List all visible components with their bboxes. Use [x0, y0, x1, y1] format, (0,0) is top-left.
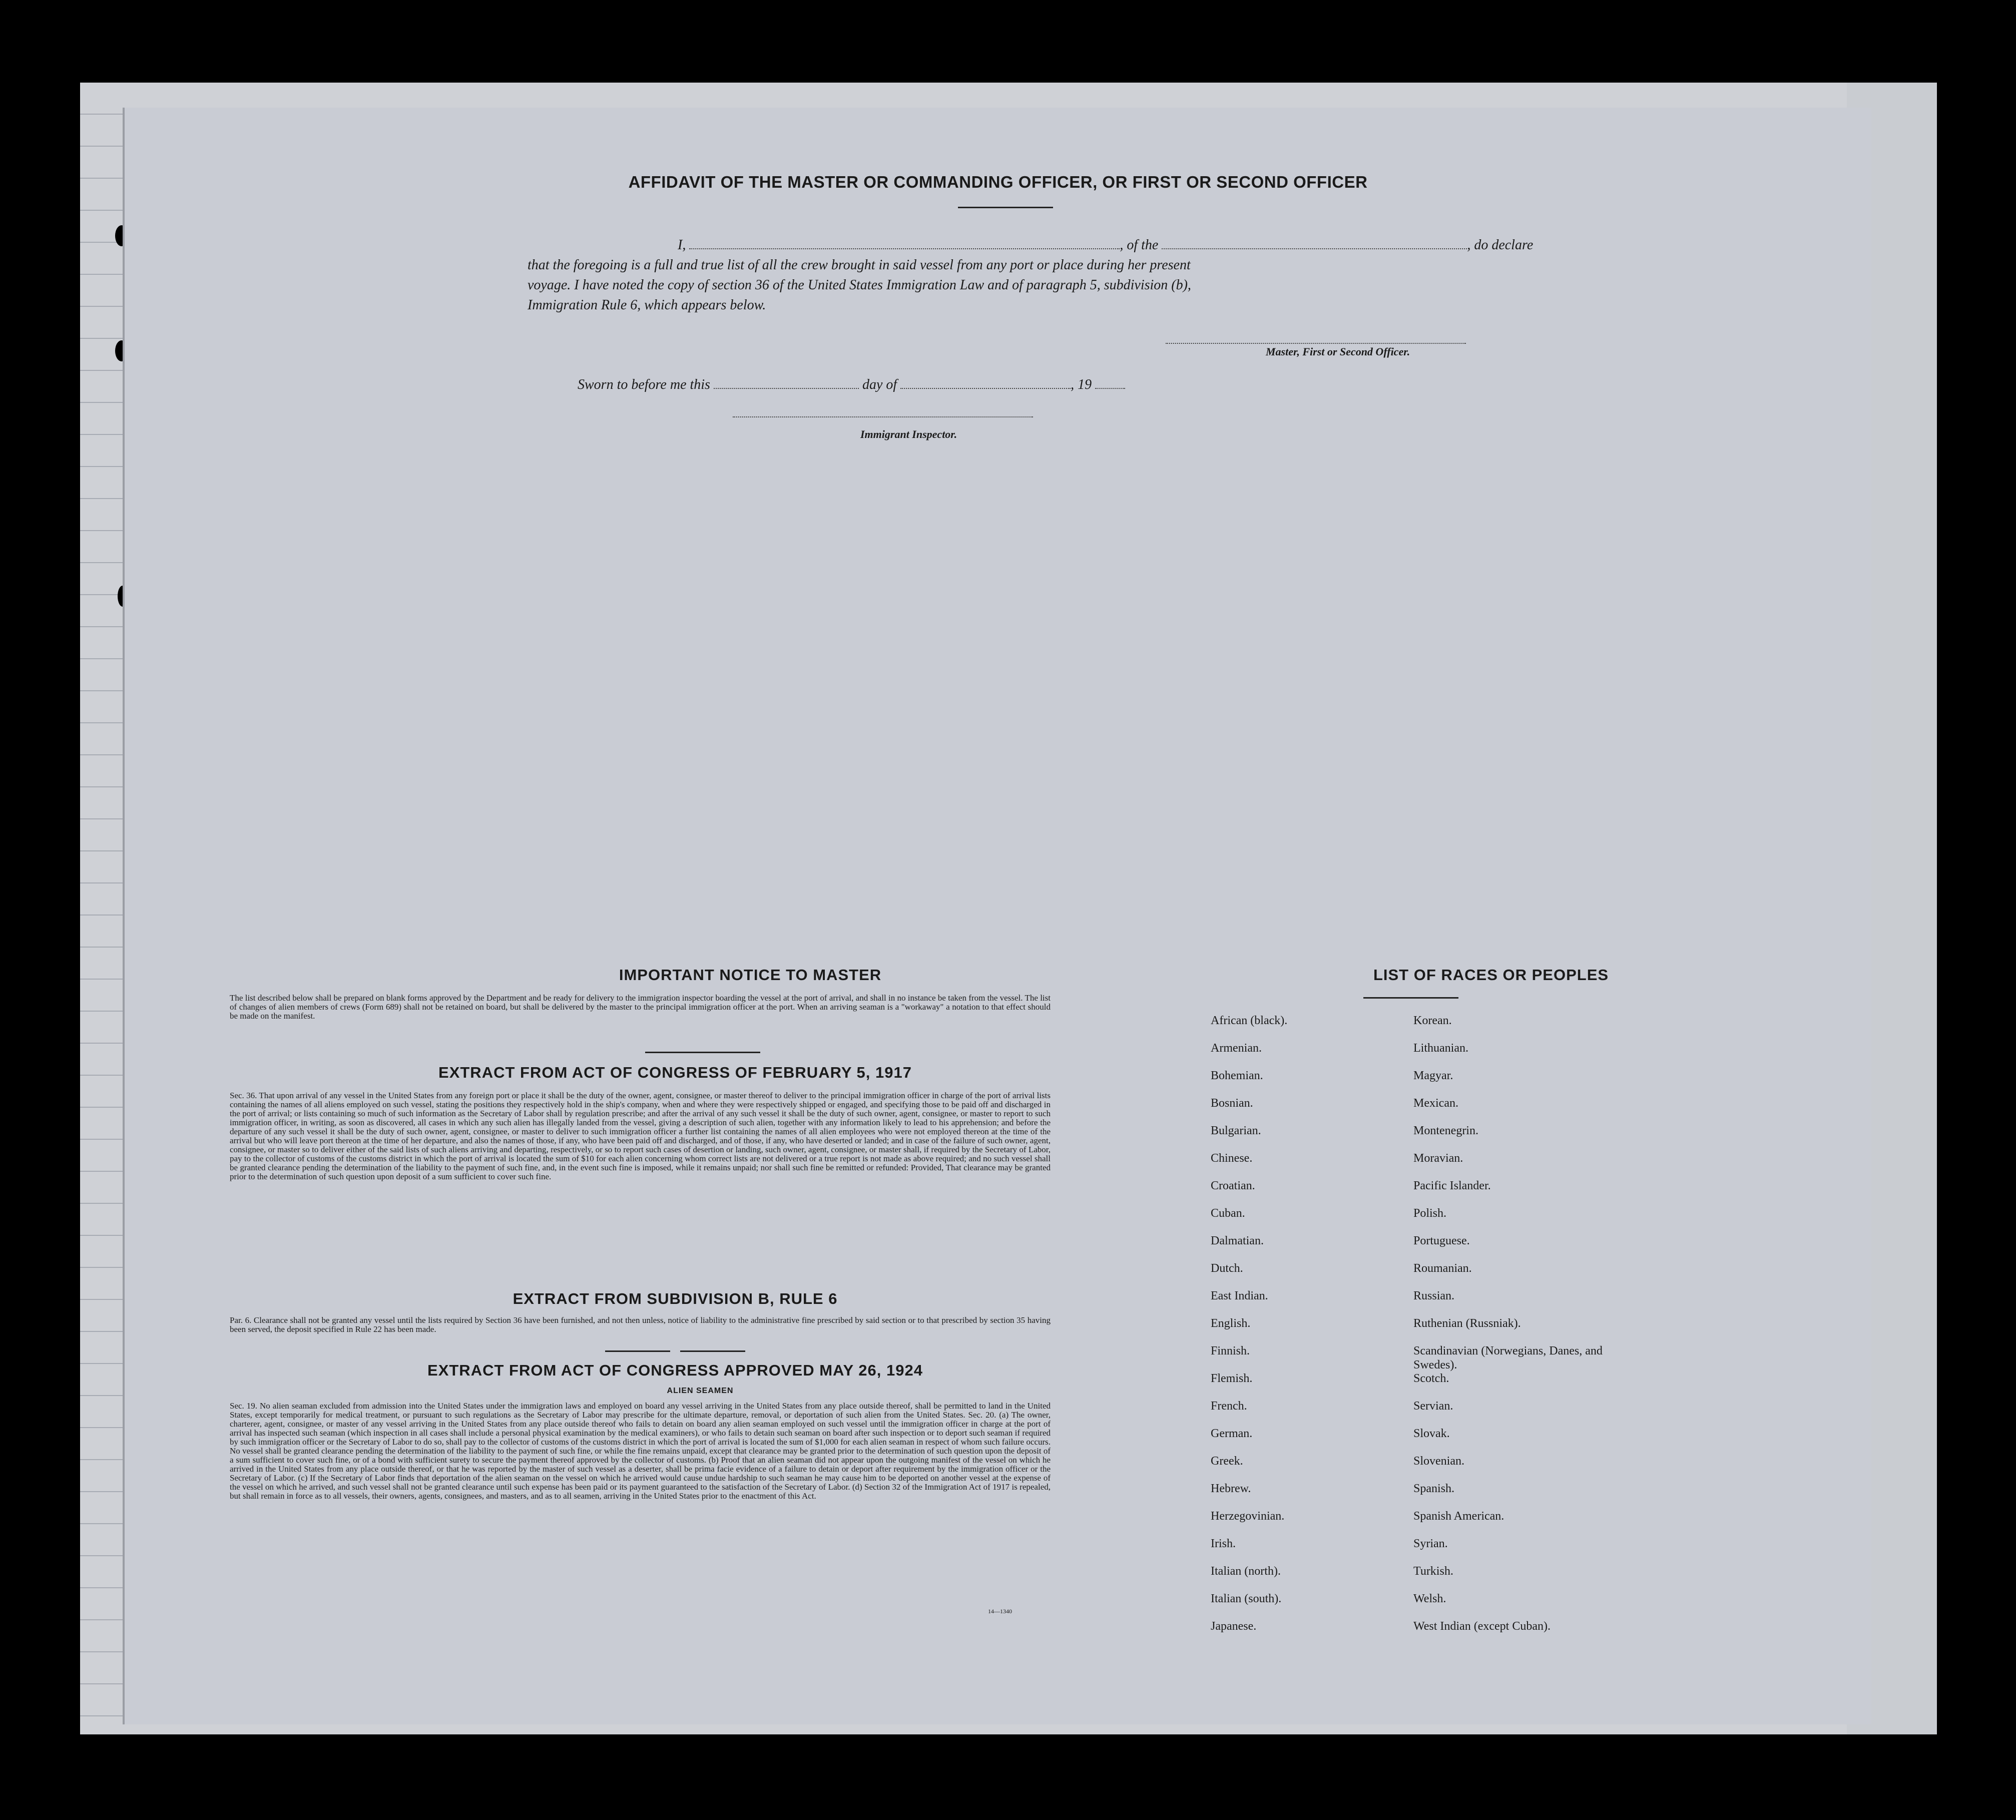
race-item: Spanish.	[1413, 1482, 1455, 1495]
declaration-line-4: Immigration Rule 6, which appears below.	[528, 297, 766, 313]
notice-title: IMPORTANT NOTICE TO MASTER	[619, 966, 882, 984]
race-item: Magyar.	[1413, 1069, 1453, 1082]
races-title: LIST OF RACES OR PEOPLES	[1373, 966, 1609, 984]
race-item: Portuguese.	[1413, 1234, 1470, 1247]
rule-6-rule-a	[605, 1350, 670, 1352]
race-item: Polish.	[1413, 1207, 1447, 1220]
sworn-day-of: day of	[862, 377, 897, 392]
race-item: Japanese.	[1211, 1620, 1257, 1633]
declaration-do-declare: , do declare	[1467, 237, 1534, 253]
race-item: French.	[1211, 1400, 1247, 1413]
race-item: East Indian.	[1211, 1289, 1268, 1302]
race-item: Russian.	[1413, 1289, 1455, 1302]
race-item: Moravian.	[1413, 1152, 1463, 1165]
act-1924-title: EXTRACT FROM ACT OF CONGRESS APPROVED MAY 26, 1924	[427, 1361, 923, 1379]
race-item: Armenian.	[1211, 1042, 1262, 1055]
declaration-line-2: that the foregoing is a full and true list of all the crew brought in said vessel from any port or place during her present	[528, 257, 1191, 273]
race-item: Bohemian.	[1211, 1069, 1263, 1082]
race-item: Finnish.	[1211, 1344, 1250, 1357]
inspector-signature-line	[733, 416, 1033, 417]
race-item: Lithuanian.	[1413, 1042, 1468, 1055]
form-number: 14—1340	[988, 1608, 1012, 1615]
race-item: Hebrew.	[1211, 1482, 1251, 1495]
race-item: Greek.	[1211, 1455, 1243, 1468]
extract-1917-text: Sec. 36. That upon arrival of any vessel in the United States from any foreign port or place it shall be the duty of the owner, agent, consignee, or master thereof to deliver to the principal immigration officer in charge of the port of arrival lists containing the names of all aliens employed on such vessel, stating the positions they respectively hold in the ship's company, when and where they were respectively shipped or engaged, and specifying those to be paid off and discharged in the port of arrival; or lists containing so much of such information as the Secretary of Labor shall by regulation prescribe; and after the arrival of any such vessel it shall be the duty of such owner, agent, consignee, or master to report to such immigration officer, in writing, as soon as discovered, all cases in which any such alien has illegally landed from the vessel, giving a description of such alien, together with any information likely to lead to his apprehension; and before the departure of any such vessel it shall be the duty of such owner, agent, consignee, or master to deliver to such immigration officer a further list containing the names of all alien employees who were not employed thereon at the time of the arrival but who will leave port thereon at the time of her departure, and also the names of those, if any, who have been paid off and discharged, and of those, if any, who have deserted or landed; and in case of the failure of such owner, agent, consignee, or master so to deliver either of the said lists of such aliens arriving and departing, respectively, or so to report such cases of desertion or landing, such owner, agent, consignee, or master shall, if required by the Secretary of Labor, pay to the collector of customs of the customs district in which the port of arrival is located the sum of $10 for each alien concerning whom correct lists are not delivered or a true report is not made as above required; and no such vessel shall be granted clearance pending the determination of the liability to the payment of such fine, and, in the event such fine is imposed, while it remains unpaid; nor shall such fine be remitted or refunded: Provided, That clearance may be granted prior to the determination of such question upon deposit of a sum sufficient to cover such fine.	[230, 1091, 1051, 1181]
rule-6-text: Par. 6. Clearance shall not be granted any vessel until the lists required by Section 36 have been furnished, and not then unless, notice of liability to the administrative fine prescribed by said section or to that prescribed by section 35 having been served, the deposit specified in Rule 22 has been made.	[230, 1315, 1051, 1334]
races-column-1	[1211, 1014, 1421, 1647]
declaration-text	[528, 235, 1629, 315]
declaration-line-3: voyage. I have noted the copy of section 36 of the United States Immigration Law and of paragraph 5, subdivision (b),	[528, 277, 1191, 293]
race-item: Ruthenian (Russniak).	[1413, 1317, 1521, 1330]
race-item: Korean.	[1413, 1014, 1452, 1027]
sworn-line	[578, 377, 1125, 393]
manifest-back-page	[123, 108, 1871, 1724]
rule-6-title: EXTRACT FROM SUBDIVISION B, RULE 6	[513, 1290, 838, 1307]
race-item: Mexican.	[1413, 1097, 1458, 1110]
race-item: African (black).	[1211, 1014, 1288, 1027]
race-item: Slovak.	[1413, 1427, 1450, 1440]
race-item: Italian (south).	[1211, 1592, 1282, 1605]
race-item: Dalmatian.	[1211, 1234, 1264, 1247]
race-item: Scandinavian (Norwegians, Danes, and Swedes).	[1413, 1344, 1603, 1372]
notice-text: The list described below shall be prepared on blank forms approved by the Department and be ready for delivery to the immigration inspector boarding the vessel at the port of arrival, and shall in no instance be taken from the vessel. The list of changes of alien members of crews (Form 689) shall not be retained on board, but shall be delivered by the master to the principal immigration officer at the port. When an arriving seaman is a "workaway" a notation to that effect should be made on the manifest.	[230, 993, 1051, 1021]
race-item: Slovenian.	[1413, 1455, 1464, 1468]
race-item: Scotch.	[1413, 1372, 1449, 1385]
race-item: Flemish.	[1211, 1372, 1253, 1385]
race-item: Bulgarian.	[1211, 1124, 1261, 1137]
notice-rule	[645, 1052, 760, 1053]
race-item: Cuban.	[1211, 1207, 1245, 1220]
race-item: Chinese.	[1211, 1152, 1253, 1165]
race-item: English.	[1211, 1317, 1251, 1330]
race-item: Welsh.	[1413, 1592, 1446, 1605]
sworn-year-blank	[1095, 377, 1125, 389]
race-item: Spanish American.	[1413, 1510, 1504, 1523]
race-item: Italian (north).	[1211, 1565, 1281, 1578]
signature-label: Master, First or Second Officer.	[1266, 345, 1410, 358]
inspector-label: Immigrant Inspector.	[860, 428, 957, 440]
declaration-i: I,	[678, 237, 686, 253]
name-blank	[689, 237, 1120, 249]
races-rule	[1363, 997, 1458, 999]
sworn-day-blank	[714, 377, 859, 389]
race-item: Syrian.	[1413, 1537, 1448, 1550]
act-1924-text: Sec. 19. No alien seaman excluded from admission into the United States under the immigration laws and employed on board any vessel arriving in the United States from any place outside thereof, shall be permitted to land in the United States, except temporarily for medical treatment, or pursuant to such regulations as the Secretary of Labor may prescribe for the ultimate departure, removal, or deportation of such alien from the United States. Sec. 20. (a) The owner, charterer, agent, consignee, or master of any vessel arriving in the United States from any place outside thereof who fails to detain on board any alien seaman employed on such vessel until the immigration officer in charge at the port of arrival has inspected such seaman (which inspection in all cases shall include a personal physical examination by the medical examiners), or who fails to detain such seaman on board after such inspection or to deport such seaman if required by such immigration officer or the Secretary of Labor to do so, shall pay to the collector of customs of the customs district in which the port of arrival is located the sum of $1,000 for each alien seaman in respect of whom such failure occurs. No vessel shall be granted clearance pending the determination of the liability to the payment of such fine, or while the fine remains unpaid, except that clearance may be granted prior to the determination of such question upon the deposit of a sum sufficient to cover such fine, or of a bond with sufficient surety to secure the payment thereof approved by the collector of customs. (b) Proof that an alien seaman did not appear upon the outgoing manifest of the vessel on which he arrived in the United States from any place outside thereof, or that he was reported by the master of such vessel as a deserter, shall be prima facie evidence of a failure to detain or deport after requirement by the immigration officer or the Secretary of Labor. (c) If the Secretary of Labor finds that deportation of the alien seaman on the vessel on which he arrived would cause undue hardship to such seaman he may cause him to be deported on another vessel at the expense of the vessel on which he arrived, and such vessel shall not be granted clearance until such expense has been paid or its payment guaranteed to the satisfaction of the Secretary of Labor. (d) Section 32 of the Immigration Act of 1917 is repealed, but shall remain in force as to all vessels, their owners, agents, consignees, and masters, and as to all seamen, arriving in the United States prior to the enactment of this Act.	[230, 1401, 1051, 1501]
race-item: Montenegrin.	[1413, 1124, 1478, 1137]
races-column-2	[1413, 1014, 1624, 1647]
extract-1917-title: EXTRACT FROM ACT OF CONGRESS OF FEBRUARY 5, 1917	[438, 1064, 912, 1081]
race-item: Turkish.	[1413, 1565, 1453, 1578]
race-item: Servian.	[1413, 1400, 1453, 1413]
race-item: Herzegovinian.	[1211, 1510, 1285, 1523]
sworn-text: Sworn to before me this	[578, 377, 710, 392]
race-item: Dutch.	[1211, 1262, 1243, 1275]
title-rule	[958, 207, 1053, 208]
affidavit-title: AFFIDAVIT OF THE MASTER OR COMMANDING OFFICER, OR FIRST OR SECOND OFFICER	[628, 173, 1368, 191]
vessel-blank	[1162, 237, 1467, 249]
race-item: German.	[1211, 1427, 1253, 1440]
sworn-year: , 19	[1071, 377, 1092, 392]
sworn-month-blank	[900, 377, 1071, 389]
race-item: Croatian.	[1211, 1179, 1255, 1192]
declaration-of-the: , of the	[1120, 237, 1159, 253]
race-item: Irish.	[1211, 1537, 1236, 1550]
act-1924-subtitle: ALIEN SEAMEN	[667, 1387, 734, 1395]
signature-line	[1166, 343, 1466, 344]
race-item: Bosnian.	[1211, 1097, 1253, 1110]
race-item: Pacific Islander.	[1413, 1179, 1491, 1192]
rule-6-rule-b	[680, 1350, 745, 1352]
race-item: West Indian (except Cuban).	[1413, 1620, 1551, 1633]
race-item: Roumanian.	[1413, 1262, 1472, 1275]
